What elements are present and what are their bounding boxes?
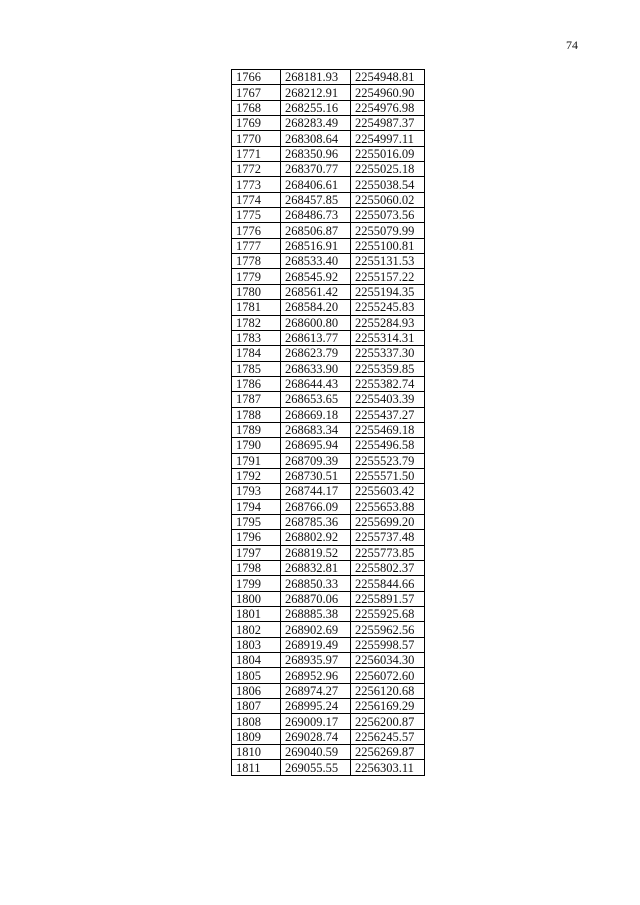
y-coordinate-cell: 2255469.18 xyxy=(351,422,425,437)
y-coordinate-cell: 2255016.09 xyxy=(351,146,425,161)
x-coordinate-cell: 268457.85 xyxy=(281,192,351,207)
x-coordinate-cell: 268902.69 xyxy=(281,622,351,637)
point-id-cell: 1771 xyxy=(232,146,281,161)
y-coordinate-cell: 2255603.42 xyxy=(351,484,425,499)
table-row xyxy=(232,622,425,637)
y-coordinate-cell: 2255571.50 xyxy=(351,468,425,483)
point-id-cell: 1777 xyxy=(232,238,281,253)
x-coordinate-cell: 268935.97 xyxy=(281,653,351,668)
y-coordinate-cell: 2255245.83 xyxy=(351,300,425,315)
point-id-cell: 1782 xyxy=(232,315,281,330)
y-coordinate-cell: 2255998.57 xyxy=(351,637,425,652)
point-id-cell: 1781 xyxy=(232,300,281,315)
table-row xyxy=(232,468,425,483)
point-id-cell: 1769 xyxy=(232,116,281,131)
coordinates-table-body xyxy=(232,70,425,776)
point-id-cell: 1772 xyxy=(232,162,281,177)
y-coordinate-cell: 2255382.74 xyxy=(351,376,425,391)
x-coordinate-cell: 268785.36 xyxy=(281,514,351,529)
table-row xyxy=(232,499,425,514)
y-coordinate-cell: 2255523.79 xyxy=(351,453,425,468)
x-coordinate-cell: 268255.16 xyxy=(281,100,351,115)
point-id-cell: 1786 xyxy=(232,376,281,391)
y-coordinate-cell: 2256169.29 xyxy=(351,699,425,714)
y-coordinate-cell: 2255496.58 xyxy=(351,438,425,453)
x-coordinate-cell: 268623.79 xyxy=(281,346,351,361)
x-coordinate-cell: 268730.51 xyxy=(281,468,351,483)
table-row xyxy=(232,760,425,775)
x-coordinate-cell: 268744.17 xyxy=(281,484,351,499)
x-coordinate-cell: 269009.17 xyxy=(281,714,351,729)
point-id-cell: 1780 xyxy=(232,284,281,299)
point-id-cell: 1809 xyxy=(232,729,281,744)
point-id-cell: 1799 xyxy=(232,576,281,591)
y-coordinate-cell: 2256303.11 xyxy=(351,760,425,775)
point-id-cell: 1776 xyxy=(232,223,281,238)
x-coordinate-cell: 268974.27 xyxy=(281,683,351,698)
table-row xyxy=(232,514,425,529)
x-coordinate-cell: 268600.80 xyxy=(281,315,351,330)
y-coordinate-cell: 2255194.35 xyxy=(351,284,425,299)
coordinates-table xyxy=(231,69,425,776)
x-coordinate-cell: 268516.91 xyxy=(281,238,351,253)
y-coordinate-cell: 2256120.68 xyxy=(351,683,425,698)
table-row xyxy=(232,376,425,391)
y-coordinate-cell: 2255337.30 xyxy=(351,346,425,361)
y-coordinate-cell: 2255073.56 xyxy=(351,208,425,223)
point-id-cell: 1805 xyxy=(232,668,281,683)
table-row xyxy=(232,361,425,376)
y-coordinate-cell: 2256245.57 xyxy=(351,729,425,744)
x-coordinate-cell: 268995.24 xyxy=(281,699,351,714)
y-coordinate-cell: 2255359.85 xyxy=(351,361,425,376)
y-coordinate-cell: 2255314.31 xyxy=(351,330,425,345)
point-id-cell: 1783 xyxy=(232,330,281,345)
y-coordinate-cell: 2255403.39 xyxy=(351,392,425,407)
y-coordinate-cell: 2254948.81 xyxy=(351,70,425,85)
table-row xyxy=(232,146,425,161)
y-coordinate-cell: 2256034.30 xyxy=(351,653,425,668)
x-coordinate-cell: 268350.96 xyxy=(281,146,351,161)
point-id-cell: 1808 xyxy=(232,714,281,729)
table-row xyxy=(232,330,425,345)
table-row xyxy=(232,653,425,668)
y-coordinate-cell: 2255079.99 xyxy=(351,223,425,238)
y-coordinate-cell: 2255737.48 xyxy=(351,530,425,545)
x-coordinate-cell: 268695.94 xyxy=(281,438,351,453)
point-id-cell: 1802 xyxy=(232,622,281,637)
table-row xyxy=(232,453,425,468)
y-coordinate-cell: 2255038.54 xyxy=(351,177,425,192)
table-row xyxy=(232,422,425,437)
table-row xyxy=(232,545,425,560)
x-coordinate-cell: 268545.92 xyxy=(281,269,351,284)
table-row xyxy=(232,70,425,85)
table-row xyxy=(232,269,425,284)
point-id-cell: 1774 xyxy=(232,192,281,207)
x-coordinate-cell: 268802.92 xyxy=(281,530,351,545)
y-coordinate-cell: 2256072.60 xyxy=(351,668,425,683)
table-row xyxy=(232,683,425,698)
table-row xyxy=(232,315,425,330)
table-row xyxy=(232,116,425,131)
y-coordinate-cell: 2255925.68 xyxy=(351,607,425,622)
point-id-cell: 1787 xyxy=(232,392,281,407)
x-coordinate-cell: 269055.55 xyxy=(281,760,351,775)
table-row xyxy=(232,530,425,545)
x-coordinate-cell: 268533.40 xyxy=(281,254,351,269)
x-coordinate-cell: 268709.39 xyxy=(281,453,351,468)
x-coordinate-cell: 268952.96 xyxy=(281,668,351,683)
table-row xyxy=(232,131,425,146)
y-coordinate-cell: 2256269.87 xyxy=(351,745,425,760)
x-coordinate-cell: 268870.06 xyxy=(281,591,351,606)
point-id-cell: 1785 xyxy=(232,361,281,376)
table-row xyxy=(232,192,425,207)
x-coordinate-cell: 268919.49 xyxy=(281,637,351,652)
y-coordinate-cell: 2255699.20 xyxy=(351,514,425,529)
point-id-cell: 1800 xyxy=(232,591,281,606)
table-row xyxy=(232,162,425,177)
y-coordinate-cell: 2254997.11 xyxy=(351,131,425,146)
point-id-cell: 1798 xyxy=(232,561,281,576)
table-row xyxy=(232,223,425,238)
y-coordinate-cell: 2255131.53 xyxy=(351,254,425,269)
x-coordinate-cell: 268212.91 xyxy=(281,85,351,100)
point-id-cell: 1795 xyxy=(232,514,281,529)
table-row xyxy=(232,392,425,407)
table-row xyxy=(232,637,425,652)
point-id-cell: 1790 xyxy=(232,438,281,453)
x-coordinate-cell: 268370.77 xyxy=(281,162,351,177)
x-coordinate-cell: 269040.59 xyxy=(281,745,351,760)
table-row xyxy=(232,576,425,591)
y-coordinate-cell: 2256200.87 xyxy=(351,714,425,729)
point-id-cell: 1793 xyxy=(232,484,281,499)
point-id-cell: 1778 xyxy=(232,254,281,269)
table-row xyxy=(232,438,425,453)
point-id-cell: 1789 xyxy=(232,422,281,437)
y-coordinate-cell: 2255437.27 xyxy=(351,407,425,422)
y-coordinate-cell: 2254987.37 xyxy=(351,116,425,131)
y-coordinate-cell: 2255284.93 xyxy=(351,315,425,330)
y-coordinate-cell: 2254976.98 xyxy=(351,100,425,115)
x-coordinate-cell: 268506.87 xyxy=(281,223,351,238)
x-coordinate-cell: 269028.74 xyxy=(281,729,351,744)
point-id-cell: 1767 xyxy=(232,85,281,100)
x-coordinate-cell: 268633.90 xyxy=(281,361,351,376)
point-id-cell: 1801 xyxy=(232,607,281,622)
point-id-cell: 1773 xyxy=(232,177,281,192)
table-row xyxy=(232,699,425,714)
table-row xyxy=(232,607,425,622)
table-row xyxy=(232,561,425,576)
point-id-cell: 1807 xyxy=(232,699,281,714)
point-id-cell: 1810 xyxy=(232,745,281,760)
x-coordinate-cell: 268308.64 xyxy=(281,131,351,146)
table-row xyxy=(232,668,425,683)
table-row xyxy=(232,714,425,729)
page-number: 74 xyxy=(566,38,578,52)
point-id-cell: 1811 xyxy=(232,760,281,775)
point-id-cell: 1779 xyxy=(232,269,281,284)
point-id-cell: 1806 xyxy=(232,683,281,698)
y-coordinate-cell: 2254960.90 xyxy=(351,85,425,100)
x-coordinate-cell: 268653.65 xyxy=(281,392,351,407)
x-coordinate-cell: 268283.49 xyxy=(281,116,351,131)
point-id-cell: 1770 xyxy=(232,131,281,146)
table-row xyxy=(232,407,425,422)
x-coordinate-cell: 268885.38 xyxy=(281,607,351,622)
table-row xyxy=(232,484,425,499)
table-row xyxy=(232,85,425,100)
y-coordinate-cell: 2255802.37 xyxy=(351,561,425,576)
point-id-cell: 1766 xyxy=(232,70,281,85)
point-id-cell: 1784 xyxy=(232,346,281,361)
point-id-cell: 1803 xyxy=(232,637,281,652)
point-id-cell: 1768 xyxy=(232,100,281,115)
table-row xyxy=(232,238,425,253)
x-coordinate-cell: 268644.43 xyxy=(281,376,351,391)
y-coordinate-cell: 2255844.66 xyxy=(351,576,425,591)
x-coordinate-cell: 268181.93 xyxy=(281,70,351,85)
x-coordinate-cell: 268613.77 xyxy=(281,330,351,345)
point-id-cell: 1788 xyxy=(232,407,281,422)
x-coordinate-cell: 268683.34 xyxy=(281,422,351,437)
y-coordinate-cell: 2255891.57 xyxy=(351,591,425,606)
x-coordinate-cell: 268406.61 xyxy=(281,177,351,192)
point-id-cell: 1796 xyxy=(232,530,281,545)
table-row xyxy=(232,100,425,115)
x-coordinate-cell: 268561.42 xyxy=(281,284,351,299)
y-coordinate-cell: 2255962.56 xyxy=(351,622,425,637)
point-id-cell: 1792 xyxy=(232,468,281,483)
table-row xyxy=(232,745,425,760)
point-id-cell: 1804 xyxy=(232,653,281,668)
table-row xyxy=(232,254,425,269)
table-row xyxy=(232,208,425,223)
table-row xyxy=(232,591,425,606)
y-coordinate-cell: 2255653.88 xyxy=(351,499,425,514)
y-coordinate-cell: 2255773.85 xyxy=(351,545,425,560)
table-row xyxy=(232,177,425,192)
point-id-cell: 1791 xyxy=(232,453,281,468)
table-row xyxy=(232,729,425,744)
x-coordinate-cell: 268850.33 xyxy=(281,576,351,591)
x-coordinate-cell: 268766.09 xyxy=(281,499,351,514)
point-id-cell: 1775 xyxy=(232,208,281,223)
point-id-cell: 1794 xyxy=(232,499,281,514)
y-coordinate-cell: 2255060.02 xyxy=(351,192,425,207)
y-coordinate-cell: 2255100.81 xyxy=(351,238,425,253)
point-id-cell: 1797 xyxy=(232,545,281,560)
x-coordinate-cell: 268819.52 xyxy=(281,545,351,560)
x-coordinate-cell: 268832.81 xyxy=(281,561,351,576)
table-row xyxy=(232,284,425,299)
x-coordinate-cell: 268584.20 xyxy=(281,300,351,315)
x-coordinate-cell: 268486.73 xyxy=(281,208,351,223)
table-row xyxy=(232,300,425,315)
table-row xyxy=(232,346,425,361)
y-coordinate-cell: 2255025.18 xyxy=(351,162,425,177)
y-coordinate-cell: 2255157.22 xyxy=(351,269,425,284)
x-coordinate-cell: 268669.18 xyxy=(281,407,351,422)
